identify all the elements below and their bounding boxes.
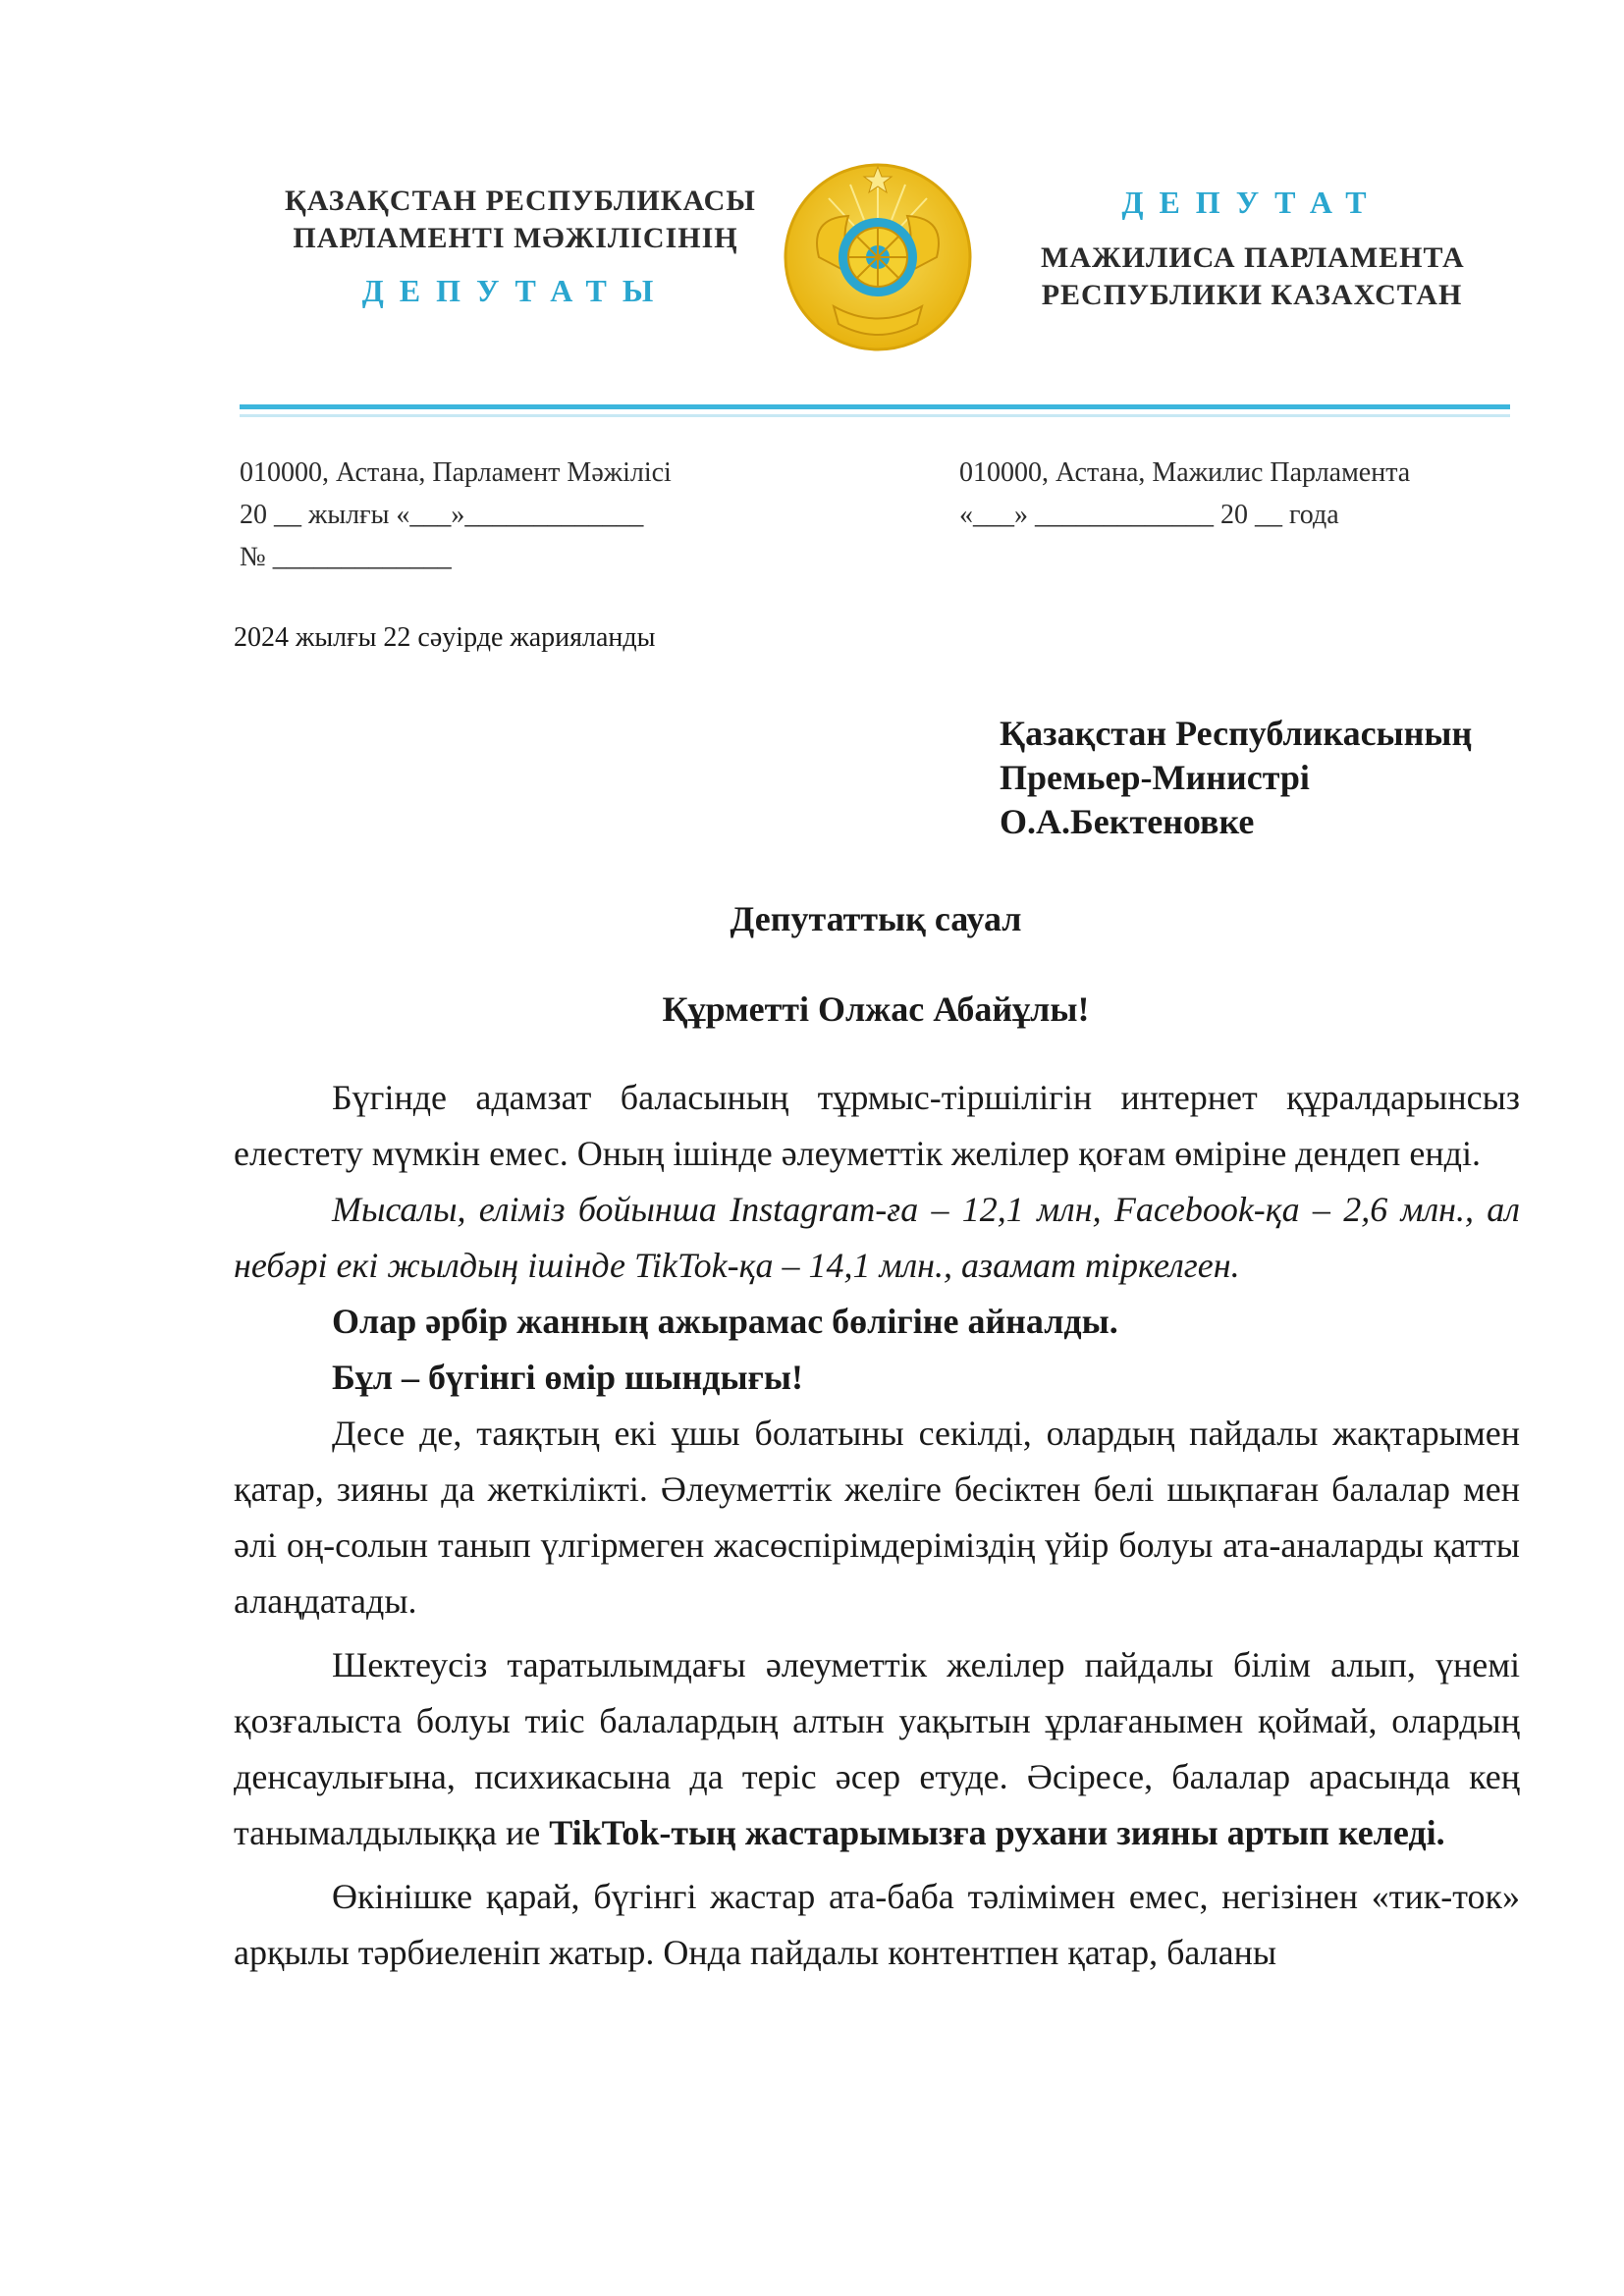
salutation: Құрметті Олжас Абайұлы! bbox=[662, 989, 1090, 1029]
address-left-line-2: 20 __ жылғы «___»_____________ bbox=[240, 500, 644, 530]
paragraph-7: Өкінішке қарай, бүгінгі жастар ата-баба тәлімімен емес, негізінен «тик-ток» арқылы тәрбиеленіп жатыр. Онда пайдалы контентпен қатар, баланы bbox=[234, 1877, 1520, 1972]
addressee-line-2: Премьер-Министрі bbox=[1000, 758, 1310, 797]
letterhead-divider bbox=[240, 404, 1510, 409]
address-right-line-2: «___» _____________ 20 __ года bbox=[959, 500, 1339, 530]
letterhead-right bbox=[1041, 183, 1463, 314]
paragraph-4: Бұл – бүгінгі өмір шындығы! bbox=[332, 1358, 803, 1397]
letterhead-divider-thin bbox=[240, 414, 1510, 417]
letterhead-left bbox=[285, 183, 756, 310]
letterhead-right-line-2: РЕСПУБЛИКИ КАЗАХСТАН bbox=[1041, 279, 1463, 311]
addressee-block bbox=[1000, 712, 1472, 844]
paragraph-2: Мысалы, еліміз бойынша Instagram-ға – 12,1 млн, Facebook-қа – 2,6 млн., ал небәрі екі жылдың ішінде TikTok-қа – 14,1 млн., азамат тіркелген. bbox=[234, 1190, 1520, 1285]
letterhead-left-line-1: ҚАЗАҚСТАН РЕСПУБЛИКАСЫ bbox=[285, 185, 756, 217]
paragraph-6-text: Шектеусіз таратылымдағы әлеуметтік желілер пайдалы білім алып, үнемі қозғалыста болуы тиіс балалардың алтын уақытын ұрлағанымен қоймай, олардың денсаулығына, психикасына да теріс әсер етуде. Әсіресе, балалар арасында кең танымалдылыққа ие bbox=[234, 1645, 1520, 1852]
body-text bbox=[234, 1070, 1520, 1981]
request-title: Депутаттық сауал bbox=[730, 899, 1022, 938]
paragraph-1: Бүгінде адамзат баласының тұрмыс-тіршілігін интернет құралдарынсыз елестету мүмкін емес. Оның ішінде әлеуметтік желілер қоғам өміріне дендеп енді. bbox=[234, 1078, 1520, 1173]
address-left-line-1: 010000, Астана, Парламент Мәжілісі bbox=[240, 457, 672, 488]
published-date: 2024 жылғы 22 сәуірде жарияланды bbox=[234, 622, 656, 653]
paragraph-6-bold: TikTok-тың жастарымызға рухани зияны артып келеді. bbox=[549, 1813, 1445, 1852]
letterhead-right-deputy: ДЕПУТАТ bbox=[1121, 185, 1382, 220]
address-right-line-1: 010000, Астана, Мажилис Парламента bbox=[959, 457, 1411, 488]
letterhead-left-line-2: ПАРЛАМЕНТІ МӘЖІЛІСІНІҢ bbox=[293, 222, 738, 254]
address-left-line-3: № _____________ bbox=[240, 542, 452, 572]
paragraph-6 bbox=[234, 1637, 1520, 1861]
letterhead-left-deputy: ДЕПУТАТЫ bbox=[361, 273, 670, 308]
paragraph-5: Десе де, таяқтың екі ұшы болатыны секілді, олардың пайдалы жақтарымен қатар, зияны да жеткілікті. Әлеуметтік желіге бесіктен белі шықпаған балалар мен әлі оң-солын танып үлгірмеген жасөспірімдеріміздің үйір болуы ата-аналарды қатты алаңдатады. bbox=[234, 1414, 1520, 1621]
letterhead-right-line-1: МАЖИЛИСА ПАРЛАМЕНТА bbox=[1041, 241, 1465, 274]
addressee-line-1: Қазақстан Республикасының bbox=[1000, 714, 1473, 753]
state-emblem-icon bbox=[780, 159, 976, 355]
address-block-left bbox=[240, 452, 672, 578]
address-block-right bbox=[959, 452, 1410, 536]
paragraph-3: Олар әрбір жанның ажырамас бөлігіне айналды. bbox=[332, 1302, 1118, 1341]
addressee-line-3: О.А.Бектеновке bbox=[1000, 802, 1255, 841]
